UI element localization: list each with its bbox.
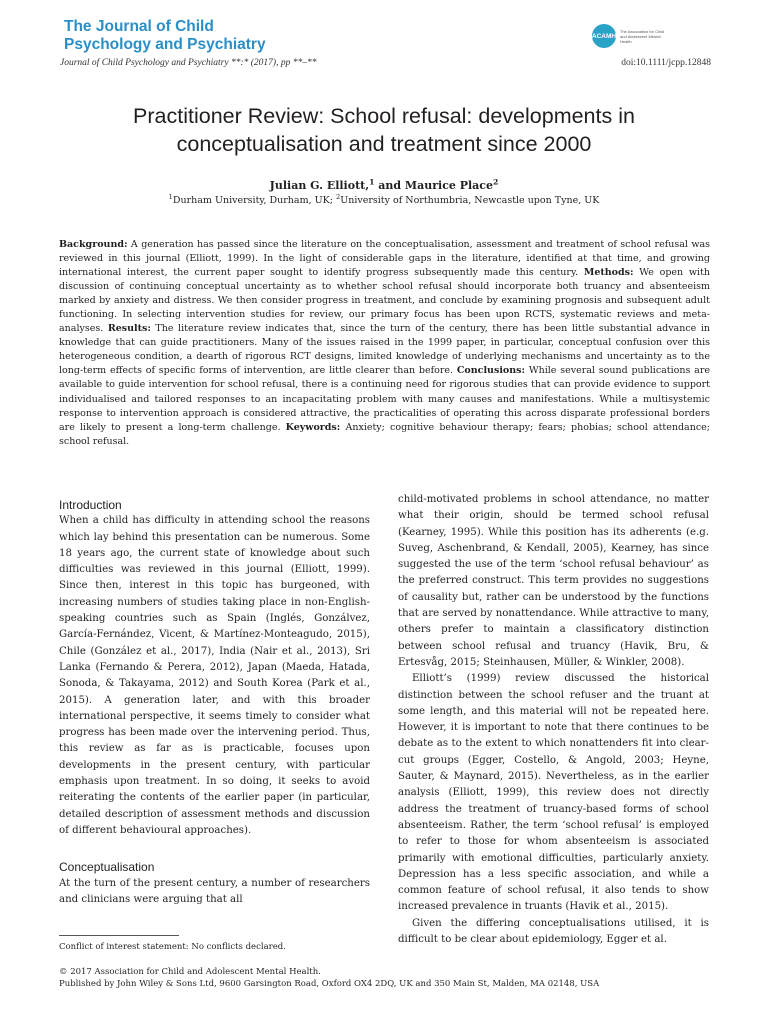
left-column [59,497,370,908]
introduction-text: When a child has difficulty in attending school the reasons which lay behind this presentation can be numerous. Some 18 years ago, the current state of knowledge about such difficulties was reviewed in this journal (Elliott, 1999). Since then, interest in this topic has burgeoned, with increasing numbers of studies taking place in non-English-speaking countries such as Spain (Inglés, Gonzálvez, García-Fernández, Vicent, & Martínez-Monteagudo, 2015), Chile (González et al., 2017), India (Nair et al., 2013), Sri Lanka (Fernando & Perera, 2012), Japan (Maeda, Hatada, Sonoda, & Takayama, 2012) and South Korea (Park et al., 2015). A generation later, and with this broader international perspective, it seems timely to consider what progress has been made over the intervening period. Thus, this review as far as is practicable, focuses upon developments in the present century, with particular emphasis upon treatment. In so doing, it seeks to avoid reiterating the contents of the earlier paper (in particular, detailed description of assessment methods and discussion of different behavioural approaches). [59,515,370,836]
conflict-statement: Conflict of interest statement: No conflicts declared. [59,942,286,952]
footnote-rule [59,935,179,936]
abstract-background: A generation has passed since the literature on the conceptualisation, assessment and treatment of school refusal was reviewed in this journal (Elliott, 1999). In the light of considerable gaps in the literature, identified at that time, and growing international interest, the current paper sought to identify progress subsequently made this century. [59,239,710,279]
title-line2: conceptualisation and treatment since 2000 [176,132,592,156]
copyright: © 2017 Association for Child and Adolescent Mental Health. [59,967,321,977]
section-heading-introduction: Introduction [59,498,122,512]
conceptualisation-text: At the turn of the present century, a number of researchers and clinicians were arguing that all [59,877,370,905]
abstract-results: The literature review indicates that, since the turn of the century, there has been little substantial advance in knowledge that can guide practitioners. Many of the issues raised in the 1999 paper, in particular, conceptual confusion over this heterogeneous condition, a dearth of rigorous RCT designs, limited knowledge of underlying mechanisms and uncertainty as to the long-term effects of specific forms of intervention, are little clearer than before. [59,323,710,377]
abstract-keywords-label: Keywords: [285,421,341,433]
abstract [59,238,710,449]
right-column [398,492,709,948]
affil-1-sup: 1 [168,192,173,201]
acamh-text: The Association for Child and Adolescent Mental Health [620,28,665,44]
author-1-affil: 1 [369,177,375,187]
doi: doi:10.1111/jcpp.12848 [621,58,711,68]
author-1: Julian G. Elliott, [269,179,370,192]
right-paragraph-1: child-motivated problems in school attendance, no matter what their origin, should be termed school refusal (Kearney, 1995). While this position has its adherents (e.g. Suveg, Aschenbrand, & Kendall, 2005), Kearney, has since suggested the use of the term ‘school refusal behaviour’ as the preferred construct. This term provides no suggestions of causality but, rather can be understood by the functions that are served by nonattendance. While attractive to many, others prefer to maintain a classificatory distinction between school refusal and truancy (Havik, Bru, & Ertesvåg, 2015; Steinhausen, Müller, & Winkler, 2008). [398,494,709,668]
abstract-conclusions-label: Conclusions: [456,365,526,377]
affiliations [40,192,728,206]
right-paragraph-3: Given the differing conceptualisations utilised, it is difficult to be clear about epidemiology, Egger et al. [398,917,709,946]
affil-2-sup: 2 [335,192,341,201]
title-line1: Practitioner Review: School refusal: developments in [133,104,635,128]
journal-citation: Journal of Child Psychology and Psychiatry **:* (2017), pp **–** [60,58,317,68]
abstract-background-label: Background: [59,239,128,250]
author-2-affil: 2 [493,177,499,187]
journal-name-line1: The Journal of Child [64,18,214,35]
right-paragraph-2: Elliott’s (1999) review discussed the historical distinction between the school refuser and the truant at some length, and this material will not be repeated here. However, it is important to note that there continues to be debate as to the extent to which nonattenders fit into clear-cut groups (Egger, Costello, & Angold, 2003; Heyne, Sauter, & Maynard, 2015). Nevertheless, as in the earlier analysis (Elliott, 1999), this review does not directly address the treatment of truancy-based forms of school absenteeism. Rather, the term ‘school refusal’ is employed to refer to those for whom absenteeism is associated primarily with emotional difficulties, particularly anxiety. Depression has a less specific association, and while a common feature of school refusal, it also tends to show increased prevalence in truants (Havik et al., 2015). [398,673,709,913]
publisher-info: Published by John Wiley & Sons Ltd, 9600 Garsington Road, Oxford OX4 2DQ, UK and 350 Main St, Malden, MA 02148, USA [59,978,600,989]
journal-name-line2: Psychology and Psychiatry [64,36,266,53]
authors [40,179,728,192]
article-title [40,102,728,158]
abstract-keywords: Anxiety; cognitive behaviour therapy; fears; phobias; school attendance; school refusal. [59,421,710,447]
abstract-results-label: Results: [107,323,151,335]
abstract-methods: We open with discussion of continuing conceptual uncertainty as to whether school refusal should incorporate both truancy and absenteeism marked by anxiety and distress. We then consider progress in treatment, and conclude by examining prognosis and subsequent adult functioning. In selecting intervention studies for review, our primary focus has been upon RCTS, systematic reviews and meta-analyses. [59,267,710,335]
section-heading-conceptualisation: Conceptualisation [59,860,155,875]
acamh-badge: ACAMH [592,24,616,48]
page-footer [59,967,599,990]
author-and: and Maurice Place [374,179,493,192]
affil-2: University of Northumbria, Newcastle upon Tyne, UK [340,195,600,206]
abstract-conclusions: While several sound publications are available to guide intervention for school refusal, there is a continuing need for rigorous studies that can provide evidence to support individualised and tailored responses to an incapacitating problem with many causes and manifestations. While a multisystemic response to intervention approach is considered attractive, the practicalities of operating this across disparate professional borders are likely to present a long-term challenge. [59,365,710,433]
affil-1: Durham University, Durham, UK; [172,195,336,206]
abstract-methods-label: Methods: [583,267,634,279]
journal-logo [64,18,266,54]
acamh-logo [592,24,670,48]
